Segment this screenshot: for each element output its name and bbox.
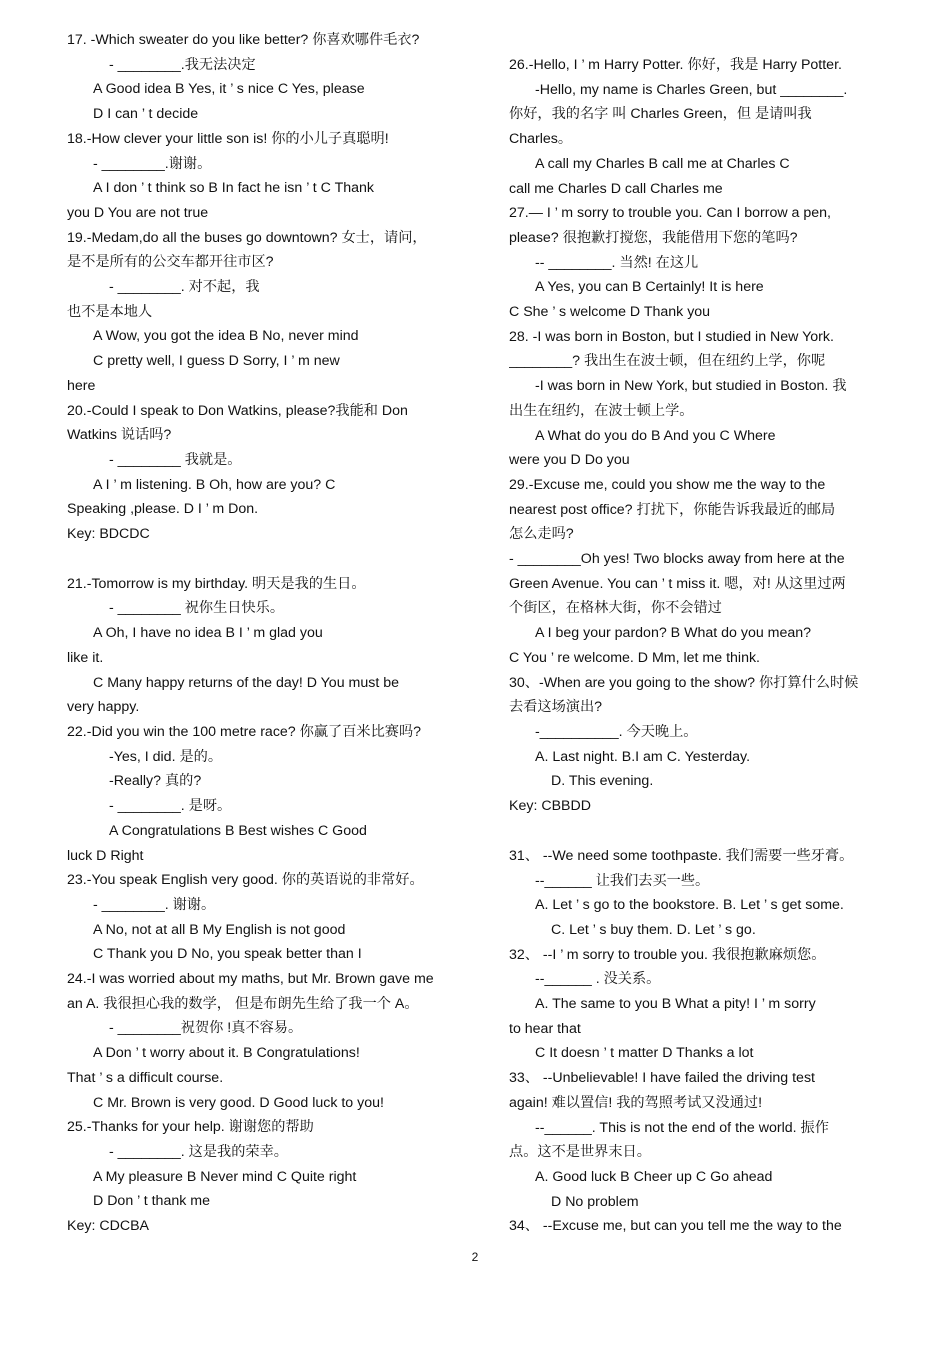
- text-line: 32、 --I ’ m sorry to trouble you. 我很抱歉麻烦您。: [509, 946, 826, 963]
- text-line: 怎么走吗?: [509, 526, 574, 543]
- text-line: please? 很抱歉打搅您，我能借用下您的笔吗?: [509, 229, 798, 246]
- text-line: A Oh, I have no idea B I ’ m glad you: [93, 625, 323, 642]
- text-line: 31、 --We need some toothpaste. 我们需要一些牙膏。: [509, 847, 854, 864]
- text-line: Charles。: [509, 131, 573, 148]
- text-line: A. Let ’ s go to the bookstore. B. Let ’ s get some.: [535, 897, 844, 914]
- text-line: to hear that: [509, 1020, 581, 1037]
- text-line: - ________ 祝你生日快乐。: [109, 600, 285, 617]
- text-line: -Really? 真的?: [109, 773, 202, 790]
- text-line: nearest post office? 打扰下，你能告诉我最近的邮局: [509, 501, 836, 518]
- text-line: -__________. 今天晚上。: [535, 723, 698, 740]
- text-line: here: [67, 377, 96, 394]
- text-line: 22.-Did you win the 100 metre race? 你赢了百米比赛吗?: [67, 723, 422, 740]
- text-line: - ________. 谢谢。: [93, 896, 216, 913]
- text-line: A Wow, you got the idea B No, never mind: [93, 328, 359, 345]
- text-line: 26.-Hello, I ’ m Harry Potter. 你好，我是 Harry Potter.: [509, 57, 842, 73]
- text-line: -- ________. 当然! 在这儿: [535, 254, 699, 271]
- text-line: - ________ 我就是。: [109, 451, 242, 468]
- text-line: 个街区，在格林大街，你不会错过: [509, 600, 722, 617]
- text-line: C. Let ’ s buy them. D. Let ’ s go.: [551, 921, 756, 938]
- text-line: 21.-Tomorrow is my birthday. 明天是我的生日。: [67, 575, 366, 592]
- text-line: A call my Charles B call me at Charles C: [535, 155, 790, 172]
- blank-line: [509, 28, 889, 53]
- text-line: were you D Do you: [509, 452, 630, 469]
- text-line: A I ’ m listening. B Oh, how are you? C: [93, 476, 336, 493]
- text-line: That ’ s a difficult course.: [67, 1069, 224, 1086]
- left-column: [67, 28, 487, 1239]
- text-line: Key: CDCBA: [67, 1218, 149, 1235]
- text-line: again! 难以置信! 我的驾照考试又没通过!: [509, 1094, 763, 1111]
- text-line: 19.-Medam,do all the buses go downtown? 女士，请问，: [67, 229, 427, 246]
- text-line: call me Charles D call Charles me: [509, 180, 723, 197]
- text-line: 点。这不是世界末日。: [509, 1144, 651, 1161]
- text-line: --______ . 没关系。: [535, 971, 661, 988]
- text-line: 25.-Thanks for your help. 谢谢您的帮助: [67, 1119, 314, 1136]
- text-line: C You ’ re welcome. D Mm, let me think.: [509, 649, 760, 666]
- text-line: - ________祝贺你 !真不容易。: [109, 1020, 303, 1037]
- text-line: D Don ’ t thank me: [93, 1193, 210, 1210]
- text-line: an A. 我很担心我的数学， 但是布朗先生给了我一个 A。: [67, 995, 419, 1012]
- text-line: A. The same to you B What a pity! I ’ m sorry: [535, 996, 816, 1013]
- text-line: Key: BDCDC: [67, 526, 150, 543]
- text-line: 28. -I was born in Boston, but I studied in New York.: [509, 328, 834, 345]
- text-line: C Thank you D No, you speak better than I: [93, 946, 362, 963]
- text-line: A Don ’ t worry about it. B Congratulations!: [93, 1045, 360, 1062]
- text-line: A. Good luck B Cheer up C Go ahead: [535, 1168, 773, 1185]
- text-line: A I don ’ t think so B In fact he isn ’ t C Thank: [93, 180, 375, 197]
- text-line: 18.-How clever your little son is! 你的小儿子真聪明!: [67, 130, 389, 147]
- text-line: -Yes, I did. 是的。: [109, 748, 223, 765]
- text-line: D I can ’ t decide: [93, 106, 199, 123]
- text-line: - ________Oh yes! Two blocks away from here at the: [509, 551, 845, 568]
- text-line: 17. -Which sweater do you like better? 你喜欢哪件毛衣?: [67, 32, 420, 48]
- text-line: A Congratulations B Best wishes C Good: [109, 822, 367, 839]
- text-line: A I beg your pardon? B What do you mean?: [535, 625, 812, 642]
- text-line: --______ 让我们去买一些。: [535, 872, 710, 889]
- blank-line: [67, 547, 487, 572]
- text-line: A Good idea B Yes, it ’ s nice C Yes, please: [93, 81, 365, 98]
- page-number: 2: [471, 1250, 479, 1264]
- text-line: Green Avenue. You can ’ t miss it. 嗯，对! 从这里过两: [509, 575, 846, 592]
- text-line: 23.-You speak English very good. 你的英语说的非常好。: [67, 872, 424, 889]
- text-line: 34、 --Excuse me, but can you tell me the way to the: [509, 1218, 842, 1235]
- text-line: you D You are not true: [67, 204, 209, 221]
- text-line: D No problem: [551, 1193, 639, 1210]
- text-line: Key: CBBDD: [509, 798, 591, 815]
- text-line: ________? 我出生在波士顿，但在纽约上学，你呢: [509, 353, 826, 370]
- text-line: Speaking ,please. D I ’ m Don.: [67, 501, 259, 518]
- text-line: C She ’ s welcome D Thank you: [509, 304, 711, 321]
- text-line: 也不是本地人: [67, 303, 153, 320]
- text-line: 你好，我的名字 叫 Charles Green，但 是请叫我: [509, 106, 812, 123]
- text-line: --______. This is not the end of the world. 振作: [535, 1119, 829, 1136]
- text-line: A My pleasure B Never mind C Quite right: [93, 1168, 357, 1185]
- text-line: 30、-When are you going to the show? 你打算什么时候: [509, 674, 859, 691]
- text-line: D. This evening.: [551, 773, 654, 790]
- text-line: A. Last night. B.I am C. Yesterday.: [535, 748, 751, 765]
- text-line: 是不是所有的公交车都开往市区?: [67, 254, 274, 271]
- text-line: A What do you do B And you C Where: [535, 427, 776, 444]
- text-line: C Mr. Brown is very good. D Good luck to you!: [93, 1094, 384, 1111]
- text-line: -I was born in New York, but studied in Boston. 我: [535, 378, 847, 395]
- text-line: Watkins 说话吗?: [67, 427, 172, 444]
- text-line: A Yes, you can B Certainly! It is here: [535, 279, 764, 296]
- text-line: 29.-Excuse me, could you show me the way to the: [509, 476, 826, 493]
- text-line: like it.: [67, 649, 104, 666]
- text-line: - ________. 对不起，我: [109, 279, 260, 296]
- text-line: - ________. 是呀。: [109, 798, 232, 815]
- blank-line: [509, 819, 889, 844]
- right-column: [509, 28, 889, 1239]
- text-line: C pretty well, I guess D Sorry, I ’ m new: [93, 353, 340, 370]
- text-line: 27.— I ’ m sorry to trouble you. Can I borrow a pen,: [509, 205, 831, 222]
- text-line: - ________. 这是我的荣幸。: [109, 1143, 288, 1160]
- text-line: -Hello, my name is Charles Green, but ________.: [535, 81, 848, 98]
- text-line: luck D Right: [67, 847, 144, 864]
- text-line: 出生在纽约，在波士顿上学。: [509, 402, 694, 419]
- text-line: - ________.谢谢。: [93, 155, 212, 172]
- text-line: C Many happy returns of the day! D You must be: [93, 674, 399, 691]
- text-line: A No, not at all B My English is not good: [93, 921, 346, 938]
- text-line: 20.-Could I speak to Don Watkins, please?我能和 Don: [67, 402, 408, 419]
- text-line: 24.-I was worried about my maths, but Mr. Brown gave me: [67, 971, 434, 988]
- text-line: very happy.: [67, 699, 140, 716]
- text-line: - ________.我无法决定: [109, 56, 256, 73]
- text-line: C It doesn ’ t matter D Thanks a lot: [535, 1045, 754, 1062]
- text-line: 33、 --Unbelievable! I have failed the driving test: [509, 1070, 815, 1087]
- text-line: 去看这场演出?: [509, 699, 603, 716]
